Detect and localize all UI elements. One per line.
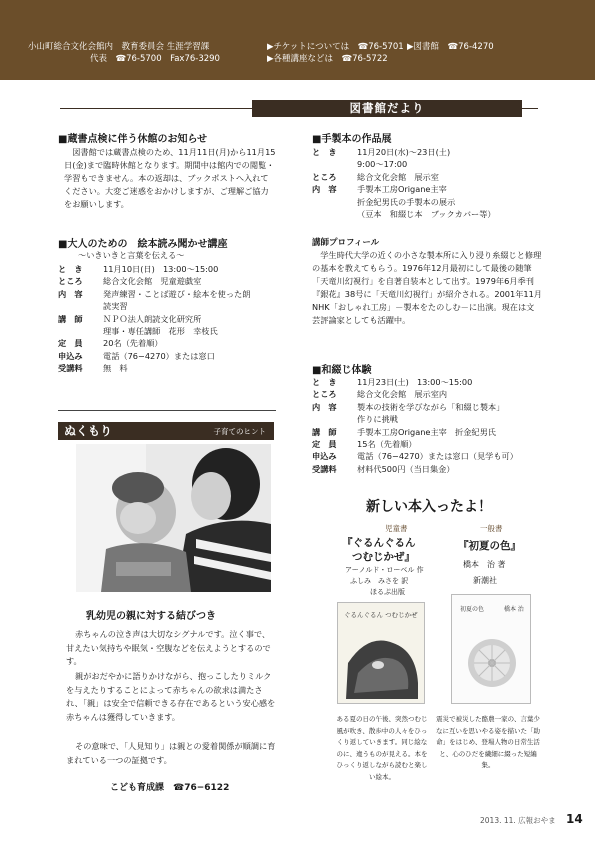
detail-row [312,171,439,183]
header-org: 小山町総合文化会館内 教育委員会 生涯学習課 [28,42,210,52]
detail-value: ＮＰＯ法人朗読文化研究所 [103,313,202,324]
children-publisher: ほるぷ出版 [370,588,405,596]
detail-row [58,288,250,300]
footer-issue: 2013. 11. 広報おやま [480,816,556,825]
detail-value: 総合文化会館 展示室 [357,171,439,182]
detail-row [58,275,201,287]
detail-value: （豆本 和綴じ本 ブックカバー等） [357,209,496,219]
detail-value: 発声練習・ことば遊び・絵本を使った朗 [103,288,251,299]
header-ticket: ▶チケットについては ☎76-5701 [267,42,404,52]
detail-row [312,388,447,400]
detail-value: 折金紀男氏の手製本の展示 [357,196,456,207]
handmade-heading: ■手製本の作品展 [312,134,392,145]
detail-label: 講 師 [58,313,83,324]
nukumori-paragraph: その意味で、「人見知り」は親との愛着関係が順調に育まれている一つの証拠です。 [66,741,276,765]
detail-value: 11月20日(水)〜23日(土) [357,147,451,157]
detail-label [312,413,357,425]
general-title: 『初夏の色』 [458,540,521,552]
detail-row [312,196,455,208]
detail-row [312,426,496,438]
detail-value: 理事・専任講師 花形 幸枝氏 [103,326,218,336]
detail-label: 受講料 [312,463,337,474]
detail-label [312,208,357,220]
general-book-description: 震災で被災した酪農一家の、言葉少なに互いを思いやる姿を描いた「助命」をはじめ、登場人物の日常生活と、心のひだを繊細に綴った短編集。 [436,715,540,769]
detail-value: 電話（76−4270）または窓口 [103,350,215,361]
detail-row [312,208,496,220]
reading-heading: ■大人のための 絵本読み聞かせ講座 [58,239,228,250]
new-books-heading: 新しい本入ったよ！ [366,499,492,515]
masthead-title: 図書館だより [252,100,522,117]
general-publisher: 新潮社 [473,576,497,585]
general-author: 橋本 治 著 [463,560,506,569]
detail-label: と き [312,377,337,387]
closure-body: 図書館では蔵書点検のため、11月11日(月)から11月15日(金)まで臨時休館となります。期間中は館内での閲覧・学習もできません。本の返却は、ブックポストへ入れてください。大変ご迷惑をおかけしますが、ご理解ご協力をお願いします。 [64,147,276,209]
nukumori-subheading: 乳幼児の親に対する結びつき [86,611,216,622]
detail-row [58,263,218,275]
header-bar [0,0,595,80]
detail-label: 内 容 [58,288,83,299]
detail-row [58,313,201,325]
nukumori-paragraph: 親がおだやかに語りかけながら、抱っこしたりミルクを与えたりすることによって赤ちゃんの欲求は満たされ、「親」は安全で信頼できる存在であるという安心感を赤ちゃんは獲得していきます。 [66,671,276,722]
detail-label: ところ [312,389,337,400]
header-courses: ▶各種講座などは ☎76-5722 [267,54,388,64]
closure-heading: ■蔵書点検に伴う休館のお知らせ [58,134,208,145]
general-category: 一般書 [480,524,503,533]
detail-row [58,337,163,349]
children-author: アーノルド・ローベル 作 [345,566,424,574]
mother-child-photo [76,444,271,592]
detail-row [58,350,215,362]
general-cover-author: 橋本 治 [504,606,524,613]
detail-row [312,158,407,170]
detail-row [58,325,218,337]
general-book-cover [451,594,531,704]
detail-row [312,463,455,475]
wato-heading: ■和綴じ体験 [312,365,372,376]
detail-row [312,438,417,450]
detail-row [312,183,447,195]
general-cover-title: 初夏の色 [460,606,485,613]
detail-row [312,413,398,425]
profile-label: 講師プロフィール [312,238,380,248]
detail-value: 作りに挑戦 [357,414,398,425]
detail-label: 内 容 [312,184,337,195]
detail-label [312,196,357,208]
detail-value: 電話（76−4270）または窓口（見学も可） [357,451,518,462]
header-library: ▶図書館 ☎76-4270 [407,42,494,52]
header-rep: 代表 ☎76-5700 Fax76-3290 [90,54,220,64]
detail-row [58,362,128,374]
detail-label: と き [58,264,83,274]
detail-label: 講 師 [312,426,337,437]
detail-label [58,300,103,312]
detail-value: 総合文化会館 展示室内 [357,389,448,400]
profile-body: 学生時代大学の近くの小さな製本所に入り浸り糸綴じと修理の基本を教えてもらう。1976年12月最初にして最後の随筆「天竜川幻視行」を自著自装本として出す。1979年6月季刊『銀花』38号に「天竜川幻視行」が紹介される。2001年11月NHK「おしゃれ工房」－製本をたのしむ－に出演。現在は文芸評論家としても活躍中。 [312,250,542,325]
detail-label: と き [312,147,337,157]
page-number: 14 [566,812,583,826]
detail-row [312,450,518,462]
detail-label: ところ [312,171,337,182]
detail-label: 定 員 [312,439,337,449]
detail-value: 15名（先着順） [357,439,417,449]
children-title-2: つむじかぜ』 [352,551,415,563]
detail-row [312,376,472,388]
detail-value: 手製本工房Origane主宰 折金紀男氏 [357,426,496,437]
children-book-description: ある夏の日の午後、突然つむじ風が吹き、散歩中の人々をひっくり返していきます。同じ絵なのに、違うものが見える。本をひっくり返しながら読むと楽しい絵本。 [336,715,428,781]
detail-value: 手製本工房Origane主宰 [357,184,447,195]
children-book-cover [337,602,425,704]
nukumori-title: ぬくもり [64,424,113,438]
nukumori-tag: 子育てのヒント [213,427,266,436]
children-cover-title: ぐるんぐるん つむじかぜ [344,611,418,619]
detail-label: 内 容 [312,401,337,412]
detail-label [58,325,103,337]
children-title-1: 『ぐるんぐるん [342,537,416,549]
detail-row [58,300,128,312]
detail-label: 申込み [58,350,83,361]
nukumori-bar [58,422,274,440]
reading-subtitle: 〜いきいきと言葉を伝える〜 [78,250,185,260]
detail-row [312,401,504,413]
detail-value: 材料代500円（当日集金） [357,463,455,474]
detail-value: 9:00〜17:00 [357,159,408,170]
detail-label [312,158,357,170]
detail-label: ところ [58,276,83,287]
detail-value: 無 料 [103,363,128,374]
detail-label: 申込み [312,451,337,462]
detail-row [312,146,450,158]
nukumori-paragraph: 赤ちゃんの泣き声は大切なシグナルです。泣く事で、甘えたい気持ちや眠気・空腹などを伝えようとするのです。 [66,629,271,666]
detail-label: 受講料 [58,363,83,374]
detail-value: 20名（先着順） [103,338,163,349]
children-category: 児童書 [385,524,408,533]
section-divider [58,410,276,411]
children-translator: ふしみ みさを 訳 [350,577,409,585]
detail-value: 読実習 [103,301,128,312]
detail-value: 11月10日(日) 13:00〜15:00 [103,264,219,274]
detail-value: 製本の技術を学びながら「和綴じ製本」 [357,401,505,412]
detail-value: 総合文化会館 児童遊戯室 [103,276,202,287]
detail-label: 定 員 [58,338,83,349]
detail-value: 11月23日(土) 13:00〜15:00 [357,377,473,387]
nukumori-contact: こども育成課 ☎76−6122 [110,783,230,793]
